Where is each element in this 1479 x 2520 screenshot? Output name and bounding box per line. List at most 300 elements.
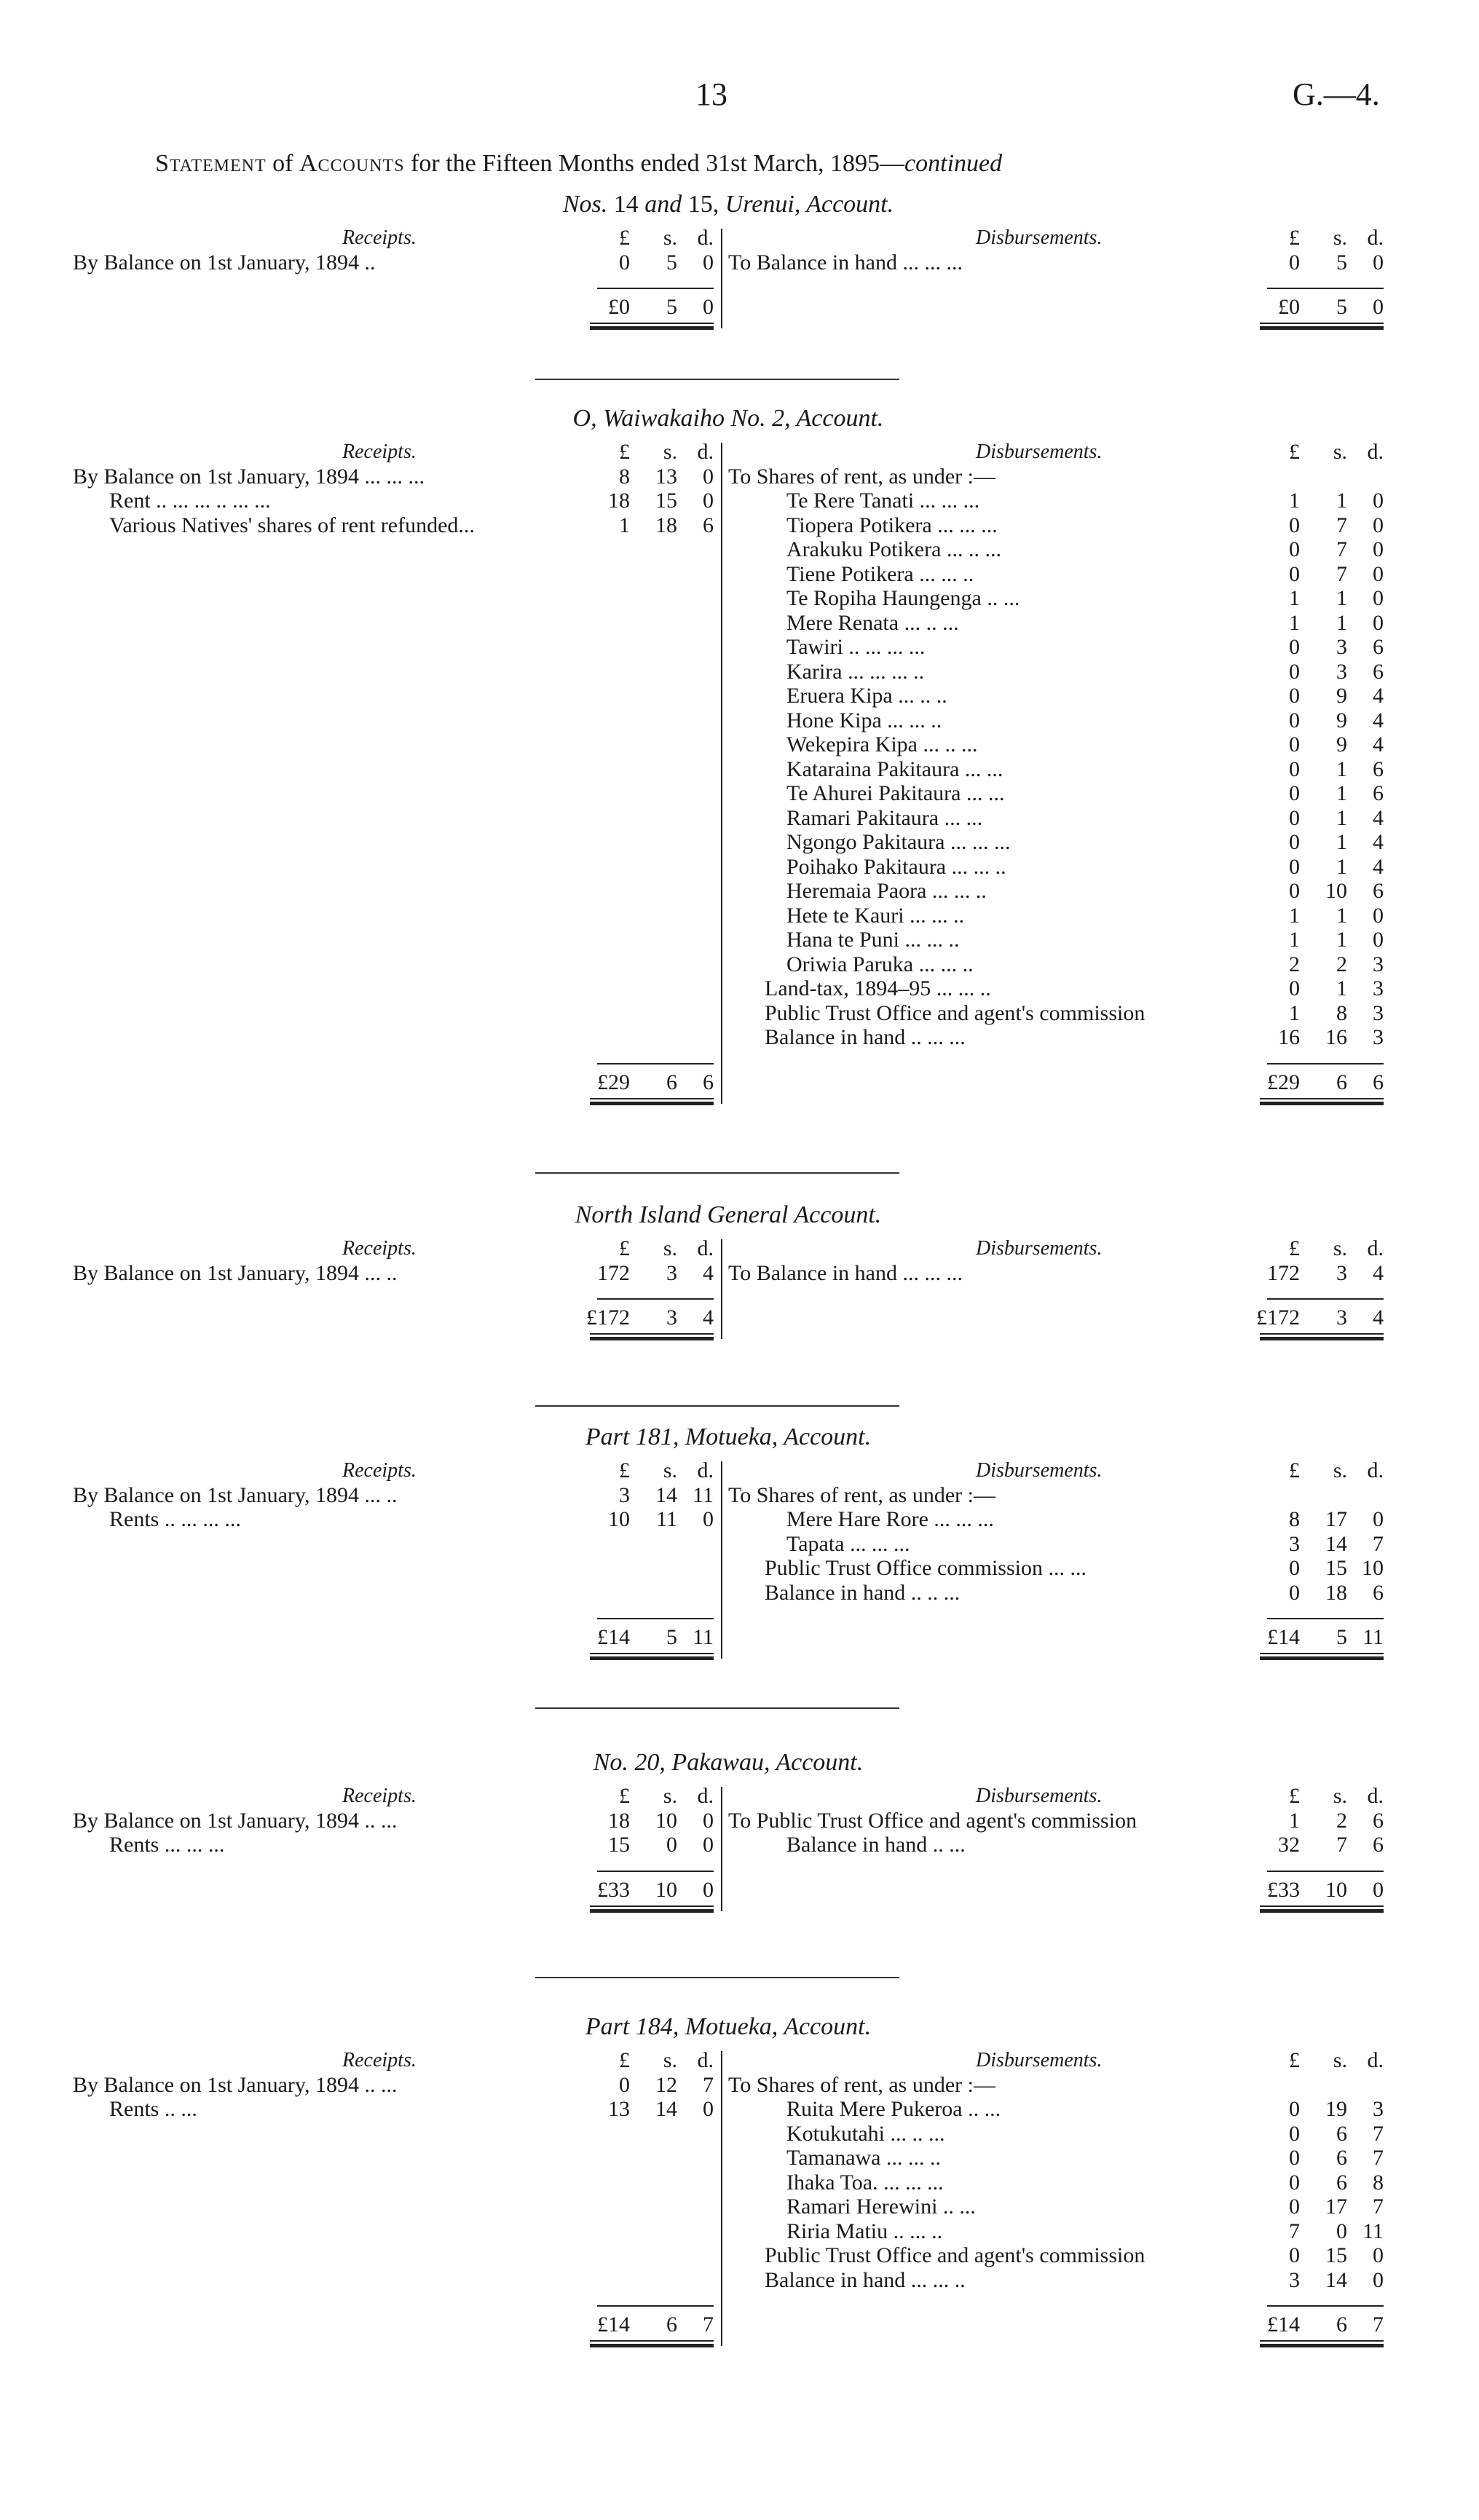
receipts-label: Receipts. (342, 1237, 417, 1260)
pounds-value: 3 (1289, 1531, 1300, 1556)
pound-header: £ (619, 1784, 630, 1808)
pence-value: 4 (1373, 708, 1384, 732)
pound-header: £ (1289, 1458, 1300, 1482)
disbursements-label: Disbursements. (976, 441, 1103, 463)
pence-value: 6 (703, 513, 714, 537)
pounds-value: 0 (1289, 2195, 1300, 2219)
pounds-value: 18 (608, 1808, 630, 1833)
pounds-value: 15 (608, 1833, 630, 1857)
receipts-total-row (73, 1878, 714, 1903)
pence-value: 4 (1373, 732, 1384, 757)
disbursements-label: Disbursements. (976, 2049, 1103, 2071)
disbursement-row (728, 2097, 1384, 2122)
entry-description: Arakuku Potikera ... .. ... (786, 537, 1001, 561)
column-divider (721, 1787, 722, 1911)
blank-row (73, 2219, 714, 2244)
shilling-header: s. (663, 440, 677, 464)
disbursement-row (728, 1507, 1384, 1532)
entry-description: Kotukutahi ... .. ... (786, 2121, 945, 2146)
shillings-value: 3 (1336, 1306, 1347, 1330)
receipts-total-row (73, 1625, 714, 1650)
pence-value: 3 (1373, 976, 1384, 1000)
blank-row (73, 904, 714, 928)
shillings-value: 6 (1336, 2121, 1347, 2146)
pence-header: d. (697, 2048, 714, 2072)
shillings-value: 1 (1336, 757, 1347, 781)
pence-value: 7 (703, 2312, 714, 2337)
blank-row (73, 1001, 714, 1026)
pence-value: 6 (1373, 1808, 1384, 1833)
pence-value: 0 (1373, 2243, 1384, 2267)
column-divider (721, 443, 722, 1104)
blank-row (73, 2171, 714, 2195)
receipts-total-row (73, 1070, 714, 1095)
disbursement-row (728, 879, 1384, 904)
pence-value: 7 (1373, 2195, 1384, 2219)
pounds-value: 13 (608, 2097, 630, 2121)
shillings-value: 6 (1336, 1070, 1347, 1094)
pence-value: 0 (1373, 586, 1384, 610)
shillings-value: 2 (1336, 952, 1347, 976)
column-divider (721, 2051, 722, 2346)
disbursement-row (728, 2195, 1384, 2219)
section-separator (535, 1977, 899, 1978)
disbursement-row (728, 855, 1384, 880)
disbursement-row (728, 757, 1384, 782)
disbursement-row (728, 1581, 1384, 1605)
pound-header: £ (619, 440, 630, 464)
pounds-value: 0 (1289, 830, 1300, 854)
disbursements-total-row (728, 1070, 1384, 1095)
pence-header: d. (1367, 226, 1384, 250)
account-title-text: O, Waiwakaiho No. 2, Account. (572, 405, 884, 432)
total-double-rule (1260, 2340, 1384, 2347)
pound-header: £ (619, 1458, 630, 1482)
disbursements-header-row (728, 440, 1384, 465)
entry-description: By Balance on 1st January, 1894 .. ... (73, 2072, 398, 2097)
pence-value: 7 (1373, 2121, 1384, 2146)
disbursements-label: Disbursements. (976, 1237, 1103, 1260)
subtotal-rule (597, 1063, 714, 1065)
entry-description: Tawiri .. ... ... ... (786, 635, 926, 659)
disbursement-row (728, 1833, 1384, 1857)
pence-value: 11 (693, 1482, 714, 1507)
shillings-value: 14 (655, 1482, 677, 1507)
total-double-rule (1260, 1905, 1384, 1913)
entry-description: By Balance on 1st January, 1894 .. (73, 250, 376, 274)
receipts-header-row (73, 2048, 714, 2073)
pounds-value: 0 (1289, 659, 1300, 684)
pence-header: d. (1367, 1236, 1384, 1260)
pence-value: 0 (703, 1877, 714, 1902)
entry-description: Rents .. ... (109, 2097, 197, 2121)
disbursement-row (728, 513, 1384, 538)
pence-header: d. (1367, 1458, 1384, 1482)
shillings-value: 14 (1325, 2267, 1347, 2292)
shillings-value: 6 (666, 2312, 677, 2337)
pounds-value: 0 (1289, 732, 1300, 757)
entry-description: To Shares of rent, as under :— (728, 2072, 995, 2097)
pence-value: 6 (1373, 879, 1384, 903)
shillings-value: 3 (1336, 635, 1347, 659)
entry-description: Rents ... ... ... (109, 1833, 225, 1857)
shillings-value: 2 (1336, 1808, 1347, 1833)
shillings-value: 18 (1325, 1580, 1347, 1605)
shillings-value: 6 (1336, 2170, 1347, 2195)
receipts-column (73, 440, 714, 1094)
entry-description: Karira ... ... ... .. (786, 659, 925, 684)
entry-description: Balance in hand .. .. ... (765, 1580, 961, 1605)
shillings-value: 1 (1336, 610, 1347, 635)
pounds-value: 0 (1289, 250, 1300, 274)
subtotal-rule (1267, 1871, 1384, 1872)
pounds-value: 8 (619, 464, 630, 489)
disbursement-row (728, 952, 1384, 977)
subtotal-rule (1267, 1063, 1384, 1065)
pounds-value: 7 (1289, 2219, 1300, 2243)
entry-description: Hana te Puni ... ... .. (786, 928, 960, 952)
account-title (73, 1423, 1384, 1451)
shillings-value: 5 (1336, 295, 1347, 319)
disbursement-row (728, 537, 1384, 562)
shillings-value: 5 (1336, 250, 1347, 274)
account-title-part: Nos. (562, 191, 608, 218)
disbursements-header-row (728, 226, 1384, 250)
disbursement-row (728, 2073, 1384, 2098)
entry-description: To Balance in hand ... ... ... (728, 250, 963, 274)
disbursement-row (728, 465, 1384, 489)
shillings-value: 1 (1336, 830, 1347, 854)
disbursements-column (728, 2048, 1384, 2337)
disbursement-row (728, 806, 1384, 831)
disbursement-row (728, 635, 1384, 660)
blank-row (73, 879, 714, 904)
blank-row (73, 1025, 714, 1050)
blank-row (73, 855, 714, 880)
disbursement-row (728, 708, 1384, 733)
shillings-value: 5 (666, 1625, 677, 1649)
entry-description: Balance in hand .. ... ... (765, 1025, 966, 1049)
entry-description: Tiopera Potikera ... ... ... (786, 513, 998, 537)
pounds-value: £33 (597, 1877, 630, 1902)
pounds-value: 8 (1289, 1507, 1300, 1531)
pounds-value: 0 (1289, 1580, 1300, 1605)
entry-description: Public Trust Office and agent's commission (765, 1000, 1145, 1025)
disbursements-label: Disbursements. (976, 1459, 1103, 1482)
total-double-rule (1260, 1098, 1384, 1105)
pounds-value: £14 (597, 1625, 630, 1649)
pounds-value: 1 (1289, 1000, 1300, 1025)
disbursement-row (728, 830, 1384, 855)
pence-value: 10 (1362, 1556, 1384, 1580)
disbursements-total-row (728, 1878, 1384, 1903)
pounds-value: 3 (1289, 2267, 1300, 2292)
shillings-value: 1 (1336, 928, 1347, 952)
receipts-column (73, 1236, 714, 1330)
subtotal-rule (597, 1871, 714, 1872)
blank-row (73, 2195, 714, 2219)
section-separator (535, 1172, 899, 1174)
pence-header: d. (697, 1458, 714, 1482)
entry-description: Eruera Kipa ... .. .. (786, 684, 947, 708)
shillings-value: 12 (655, 2072, 677, 2097)
entry-description: Rent .. ... ... .. ... ... (109, 489, 271, 513)
pounds-value: 1 (1289, 610, 1300, 635)
pence-value: 0 (703, 464, 714, 489)
blank-row (73, 952, 714, 977)
entry-description: To Public Trust Office and agent's commission (728, 1808, 1137, 1833)
pence-value: 0 (1373, 2267, 1384, 2292)
total-double-rule (590, 1653, 714, 1660)
entry-description: Ruita Mere Pukeroa .. ... (786, 2097, 1001, 2121)
pence-value: 0 (1373, 295, 1384, 319)
entry-description: Tiene Potikera ... ... .. (786, 561, 974, 586)
shillings-value: 10 (1325, 1877, 1347, 1902)
account-title (73, 1749, 1384, 1777)
blank-row (73, 2268, 714, 2293)
shillings-value: 17 (1325, 2195, 1347, 2219)
shillings-value: 14 (655, 2097, 677, 2121)
pounds-value: 0 (1289, 1556, 1300, 1580)
pound-header: £ (619, 226, 630, 250)
receipts-total-row (73, 2312, 714, 2337)
receipt-row (73, 1483, 714, 1508)
shillings-value: 7 (1336, 513, 1347, 537)
pence-value: 7 (1373, 1531, 1384, 1556)
entry-description: By Balance on 1st January, 1894 ... .. (73, 1260, 398, 1285)
page-number: 13 (695, 76, 727, 112)
receipt-row (73, 2073, 714, 2098)
shillings-value: 10 (655, 1808, 677, 1833)
pounds-value: 3 (619, 1482, 630, 1507)
shillings-value: 3 (1336, 1260, 1347, 1285)
shillings-value: 5 (666, 250, 677, 274)
pence-value: 6 (1373, 659, 1384, 684)
pounds-value: £14 (1267, 2312, 1300, 2337)
pounds-value: 1 (1289, 903, 1300, 928)
receipts-label: Receipts. (342, 226, 417, 249)
disbursement-row (728, 1556, 1384, 1581)
pence-value: 4 (1373, 684, 1384, 708)
entry-description: Te Rere Tanati ... ... ... (786, 489, 980, 513)
total-double-rule (590, 2340, 714, 2347)
blank-row (73, 830, 714, 855)
disbursement-row (728, 781, 1384, 806)
pence-value: 0 (1373, 537, 1384, 561)
entry-description: To Shares of rent, as under :— (728, 464, 995, 489)
blank-row (73, 2146, 714, 2171)
disbursements-label: Disbursements. (976, 226, 1103, 249)
shilling-header: s. (663, 1784, 677, 1808)
shillings-value: 15 (655, 489, 677, 513)
pound-header: £ (619, 2048, 630, 2072)
pence-header: d. (697, 1236, 714, 1260)
pence-header: d. (1367, 2048, 1384, 2072)
pence-value: 3 (1373, 1025, 1384, 1049)
shillings-value: 14 (1325, 1531, 1347, 1556)
pounds-value: 1 (619, 513, 630, 537)
blank-row (73, 781, 714, 806)
entry-description: Various Natives' shares of rent refunded... (109, 513, 475, 537)
disbursement-row (728, 2268, 1384, 2293)
shillings-value: 1 (1336, 903, 1347, 928)
shillings-value: 16 (1325, 1025, 1347, 1049)
shillings-value: 10 (1325, 879, 1347, 903)
blank-row (73, 2243, 714, 2268)
receipt-row (73, 2097, 714, 2122)
shillings-value: 1 (1336, 781, 1347, 805)
receipt-row (73, 465, 714, 489)
disbursements-header-row (728, 1458, 1384, 1483)
pence-value: 0 (703, 1808, 714, 1833)
pounds-value: 16 (1278, 1025, 1300, 1049)
column-divider (721, 229, 722, 328)
pence-header: d. (697, 1784, 714, 1808)
pence-value: 0 (703, 295, 714, 319)
shillings-value: 11 (656, 1507, 677, 1531)
pence-value: 0 (1373, 1507, 1384, 1531)
disbursement-row (728, 2243, 1384, 2268)
pence-value: 11 (693, 1625, 714, 1649)
subtotal-rule (1267, 288, 1384, 289)
pounds-value: £33 (1267, 1877, 1300, 1902)
receipts-column (73, 1458, 714, 1650)
entry-description: Wekepira Kipa ... .. ... (786, 732, 978, 757)
blank-row (73, 1556, 714, 1581)
shilling-header: s. (663, 226, 677, 250)
disbursements-total-row (728, 295, 1384, 320)
subtotal-rule (597, 1298, 714, 1300)
receipt-row (73, 489, 714, 513)
pence-header: d. (697, 226, 714, 250)
subtotal-rule (597, 2305, 714, 2307)
pounds-value: 0 (1289, 781, 1300, 805)
disbursement-row (728, 1809, 1384, 1833)
shillings-value: 3 (666, 1260, 677, 1285)
pounds-value: 0 (619, 250, 630, 274)
subtotal-rule (1267, 1298, 1384, 1300)
pence-value: 7 (703, 2072, 714, 2097)
pence-value: 0 (703, 1507, 714, 1531)
pence-value: 0 (703, 489, 714, 513)
shillings-value: 9 (1336, 684, 1347, 708)
subtotal-rule (597, 288, 714, 289)
total-double-rule (590, 1333, 714, 1340)
receipts-label: Receipts. (342, 1459, 417, 1482)
pounds-value: 0 (1289, 805, 1300, 830)
receipt-row (73, 1507, 714, 1532)
disbursements-column (728, 440, 1384, 1094)
pence-value: 4 (1373, 1306, 1384, 1330)
pence-value: 0 (1373, 903, 1384, 928)
shillings-value: 1 (1336, 854, 1347, 879)
disbursements-total-row (728, 2312, 1384, 2337)
receipt-row (73, 513, 714, 538)
pence-value: 11 (1362, 2219, 1384, 2243)
entry-description: Balance in hand ... ... .. (765, 2267, 966, 2292)
pence-value: 0 (703, 250, 714, 274)
pounds-value: 1 (1289, 489, 1300, 513)
pound-header: £ (1289, 1236, 1300, 1260)
shillings-value: 15 (1325, 2243, 1347, 2267)
pound-header: £ (1289, 1784, 1300, 1808)
pence-value: 6 (703, 1070, 714, 1094)
entry-description: Public Trust Office and agent's commission (765, 2243, 1145, 2267)
entry-description: Balance in hand .. ... (786, 1833, 966, 1857)
blank-row (73, 1581, 714, 1605)
disbursements-label: Disbursements. (976, 1785, 1103, 1807)
account-title-text: North Island General Account. (575, 1201, 882, 1228)
pounds-value: 0 (1289, 684, 1300, 708)
disbursement-row (728, 586, 1384, 611)
column-divider (721, 1239, 722, 1339)
account-title-text: No. 20, Pakawau, Account. (593, 1749, 864, 1776)
blank-row (73, 757, 714, 782)
pence-value: 11 (1362, 1625, 1384, 1649)
shilling-header: s. (663, 1236, 677, 1260)
total-double-rule (1260, 1653, 1384, 1660)
receipts-header-row (73, 440, 714, 465)
pounds-value: £14 (597, 2312, 630, 2337)
pence-value: 6 (1373, 781, 1384, 805)
disbursement-row (728, 684, 1384, 708)
entry-description: Ihaka Toa. ... ... ... (786, 2170, 944, 2195)
receipt-row (73, 250, 714, 275)
pence-value: 6 (1373, 1580, 1384, 1605)
receipts-column (73, 226, 714, 320)
pence-value: 0 (1373, 489, 1384, 513)
shilling-header: s. (1333, 440, 1347, 464)
pounds-value: 0 (1289, 2121, 1300, 2146)
pounds-value: 0 (1289, 2097, 1300, 2121)
pounds-value: 172 (1267, 1260, 1300, 1285)
entry-description: By Balance on 1st January, 1894 ... .. (73, 1482, 398, 1507)
pounds-value: £172 (1256, 1306, 1300, 1330)
shillings-value: 19 (1325, 2097, 1347, 2121)
pence-value: 0 (1373, 513, 1384, 537)
blank-row (73, 684, 714, 708)
subtotal-rule (1267, 1618, 1384, 1619)
pence-header: d. (697, 440, 714, 464)
shillings-value: 9 (1336, 732, 1347, 757)
total-double-rule (1260, 323, 1384, 330)
pence-value: 4 (1373, 854, 1384, 879)
disbursement-row (728, 904, 1384, 928)
shillings-value: 13 (655, 464, 677, 489)
entry-description: Riria Matiu .. ... .. (786, 2219, 943, 2243)
shillings-value: 3 (666, 1306, 677, 1330)
shillings-value: 5 (1336, 1625, 1347, 1649)
total-double-rule (1260, 1333, 1384, 1340)
receipts-column (73, 1784, 714, 1902)
entry-description: Ramari Herewini .. ... (786, 2195, 976, 2219)
disbursements-column (728, 1458, 1384, 1650)
account-title (73, 191, 1384, 218)
entry-description: Oriwia Paruka ... ... .. (786, 952, 974, 976)
pounds-value: 1 (1289, 928, 1300, 952)
disbursement-row (728, 250, 1384, 275)
account-title-text: Part 181, Motueka, Account. (585, 1423, 872, 1450)
disbursement-row (728, 2122, 1384, 2146)
disbursement-row (728, 611, 1384, 636)
pounds-value: 0 (1289, 708, 1300, 732)
shillings-value: 10 (655, 1877, 677, 1902)
receipts-header-row (73, 1458, 714, 1483)
shillings-value: 15 (1325, 1556, 1347, 1580)
shillings-value: 0 (666, 1833, 677, 1857)
disbursement-row (728, 660, 1384, 684)
pence-value: 4 (703, 1260, 714, 1285)
